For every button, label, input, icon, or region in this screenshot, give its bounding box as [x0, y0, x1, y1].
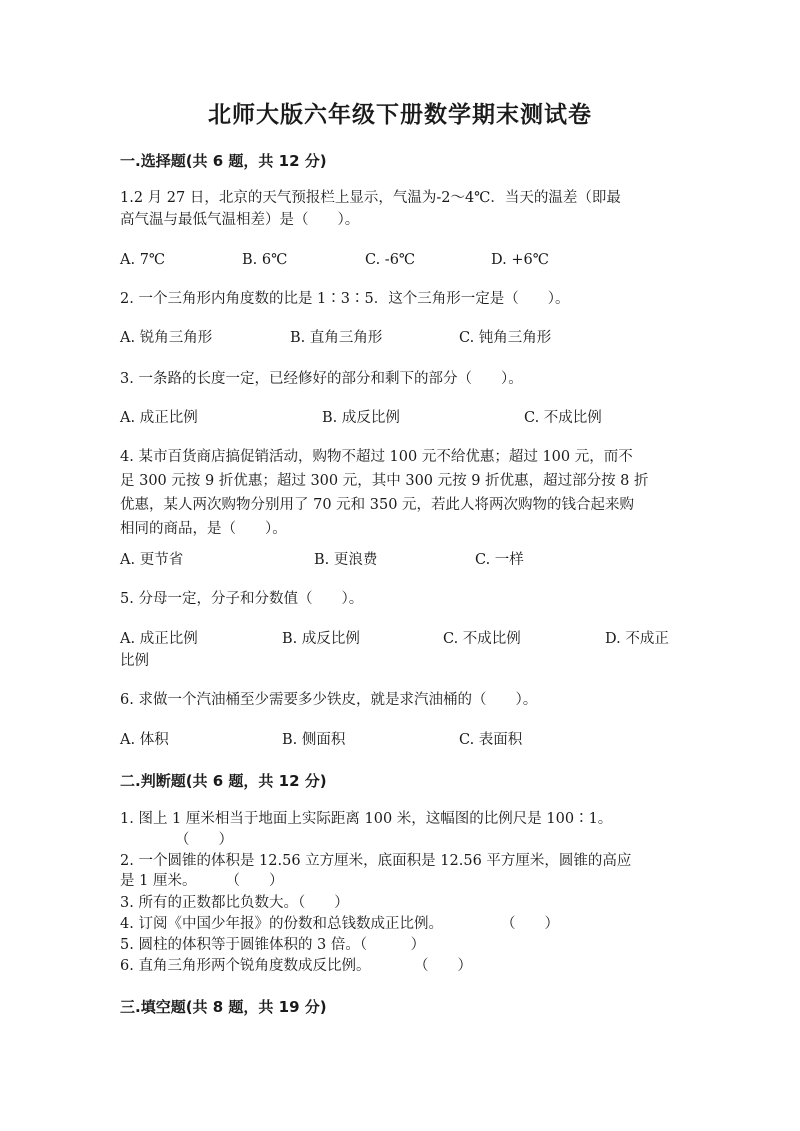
- question-text: 高气温与最低气温相差）是（ ）。: [120, 212, 360, 228]
- judge-item: 2. 一个圆锥的体积是 12.56 立方厘米，底面积是 12.56 平方厘米，圆锥的高应: [120, 853, 632, 869]
- question-text: 6. 求做一个汽油桶至少需要多少铁皮，就是求汽油桶的（ ）。: [120, 692, 538, 708]
- question-text: 相同的商品，是（ ）。: [120, 521, 287, 537]
- question-text: 2. 一个三角形内角度数的比是 1∶3∶5．这个三角形一定是（ ）。: [120, 291, 570, 307]
- section-heading-fill: 三.填空题(共 8 题，共 19 分): [120, 998, 327, 1016]
- option-c: C. 一样: [475, 552, 524, 568]
- option-b: B. 更浪费: [314, 552, 378, 568]
- option-b: B. 侧面积: [282, 732, 346, 748]
- page-title: 北师大版六年级下册数学期末测试卷: [208, 102, 592, 128]
- judge-item: 3. 所有的正数都比负数大。（ ）: [120, 895, 349, 911]
- judge-item: 6. 直角三角形两个锐角度数成反比例。 （ ）: [120, 958, 472, 974]
- option-a: A. 7℃: [120, 252, 166, 268]
- option-c: C. 表面积: [459, 732, 523, 748]
- question-text: 足 300 元按 9 折优惠；超过 300 元，其中 300 元按 9 折优惠，超过部分按 8 折: [120, 473, 649, 489]
- option-a: A. 成正比例: [120, 631, 198, 647]
- judge-item-blank: （ ）: [175, 832, 233, 848]
- judge-item: 是 1 厘米。 （ ）: [120, 873, 284, 889]
- question-text: 5. 分母一定，分子和分数值（ ）。: [120, 591, 364, 607]
- option-b: B. 成反比例: [282, 631, 360, 647]
- option-c: C. 钝角三角形: [459, 330, 552, 346]
- option-c: C. 不成比例: [443, 631, 521, 647]
- judge-item: 5. 圆柱的体积等于圆锥体积的 3 倍。（ ）: [120, 937, 426, 953]
- option-a: A. 更节省: [120, 552, 184, 568]
- question-text: 1.2 月 27 日，北京的天气预报栏上显示，气温为-2～4℃．当天的温差（即最: [120, 190, 621, 206]
- judge-item: 4. 订阅《中国少年报》的份数和总钱数成正比例。 （ ）: [120, 916, 559, 932]
- option-d: D. 不成正: [605, 631, 669, 647]
- option-c: C. 不成比例: [524, 410, 602, 426]
- section-heading-choice: 一.选择题(共 6 题，共 12 分): [120, 152, 327, 170]
- option-c: C. -6℃: [365, 252, 416, 268]
- section-heading-judge: 二.判断题(共 6 题，共 12 分): [120, 772, 327, 790]
- option-a: A. 成正比例: [120, 410, 198, 426]
- question-text: 3. 一条路的长度一定，已经修好的部分和剩下的部分（ ）。: [120, 371, 523, 387]
- option-b: B. 成反比例: [322, 410, 400, 426]
- judge-item: 1. 图上 1 厘米相当于地面上实际距离 100 米，这幅图的比例尺是 100∶1。: [120, 811, 613, 827]
- option-a: A. 锐角三角形: [120, 330, 213, 346]
- option-b: B. 直角三角形: [290, 330, 383, 346]
- question-text: 优惠，某人两次购物分别用了 70 元和 350 元，若此人将两次购物的钱合起来购: [120, 497, 635, 513]
- option-b: B. 6℃: [242, 252, 288, 268]
- option-d: D. +6℃: [491, 252, 549, 268]
- question-text: 4. 某市百货商店搞促销活动，购物不超过 100 元不给优惠；超过 100 元，而不: [120, 449, 633, 465]
- option-a: A. 体积: [120, 732, 169, 748]
- option-d-continued: 比例: [120, 653, 149, 669]
